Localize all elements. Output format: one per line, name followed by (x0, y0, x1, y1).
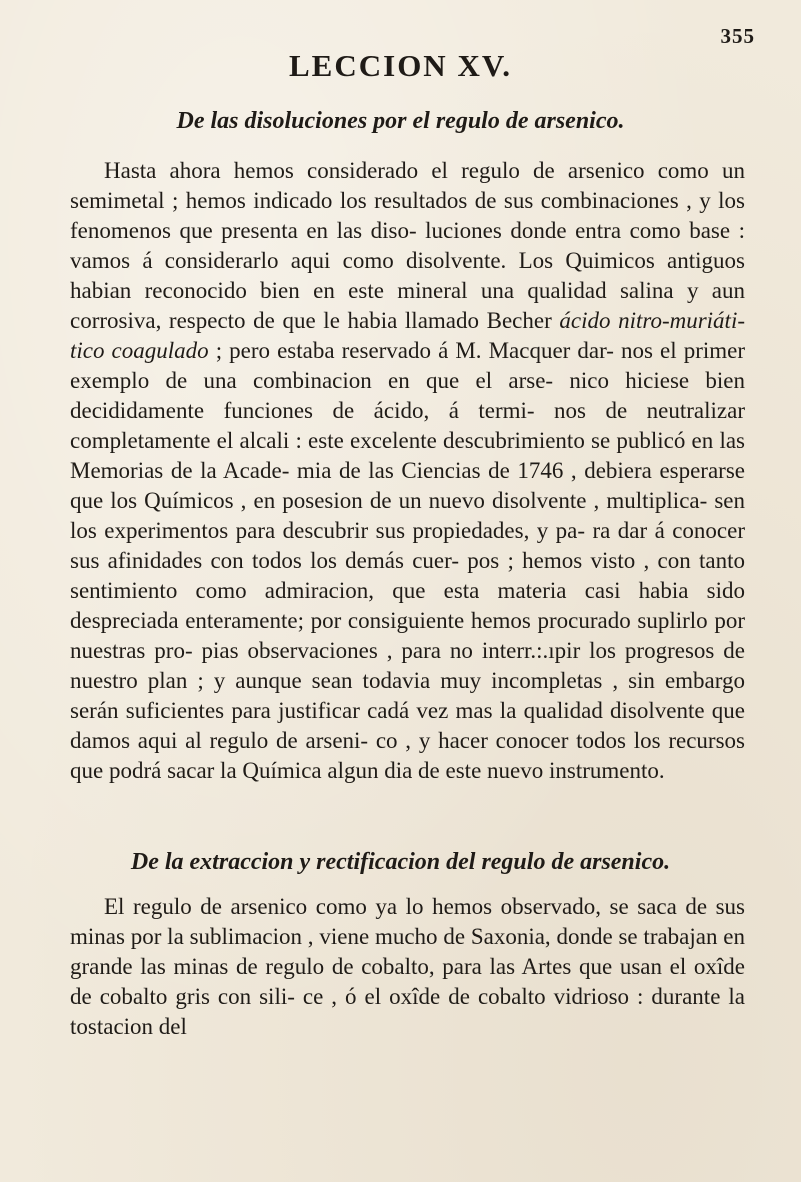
body-paragraph (70, 156, 745, 786)
paragraph-text-continued: ; pero estaba reservado á M. Macquer dar- nos el primer exemplo de una combinacion en que el arse- nico hiciese bien decididamente funciones de ácido, á termi- nos de neutralizar completamente el alcali : este excelente descubrimiento se publicó en las Memorias de la Acade- mia de las Ciencias de 1746 , debiera esperarse que los Químicos , en posesion de un nuevo disolvente , multiplica- sen los experimentos para descubrir sus propiedades, y pa- ra dar á conocer sus afinidades con todos los demás cuer- pos ; hemos visto , con tanto sentimiento como admiracion, que esta materia casi habia sido despreciada enteramente; por consiguiente hemos procurado suplirlo por nuestras pro- pias observaciones , para no interr.:.ıpir los progresos de nuestro plan ; y aunque sean todavia muy incompletas , sin embargo serán suficientes para justificar cadá vez mas la qualidad disolvente que damos aqui al regulo de arseni- co , y hacer conocer todos los recursos que podrá sacar la Química algun dia de este nuevo instrumento. (70, 338, 746, 783)
page-number: 355 (720, 24, 755, 48)
body-paragraph-2: El regulo de arsenico como ya lo hemos observado, se saca de sus minas por la sublimacion , viene mucho de Saxonia, donde se trabajan en grande las minas de regulo de cobalto, para las Artes que usan el oxîde de cobalto gris con sili- ce , ó el oxîde de cobalto vidrioso : durante la tostacion del (70, 894, 745, 1039)
subsection-title: De la extraccion y rectificacion del regulo de arsenico. (130, 849, 671, 875)
paragraph-text: Hasta ahora hemos considerado el regulo de arsenico como un semimetal ; hemos indicado los resultados de sus combinaciones , y los fenomenos que presenta en las diso- luciones donde entra como base : vamos á considerarlo aqui como disolvente. Los Quimicos antiguos habian reconocido bien en este mineral una qualidad salina y aun corrosiva, respecto de que le habia llamado Becher (70, 158, 745, 333)
italic-term: ácido nitro-muriáti- tico coagulado (70, 308, 745, 363)
section-title: De las disoluciones por el regulo de arsenico. (176, 108, 625, 134)
lesson-title: LECCION XV. (289, 48, 512, 83)
